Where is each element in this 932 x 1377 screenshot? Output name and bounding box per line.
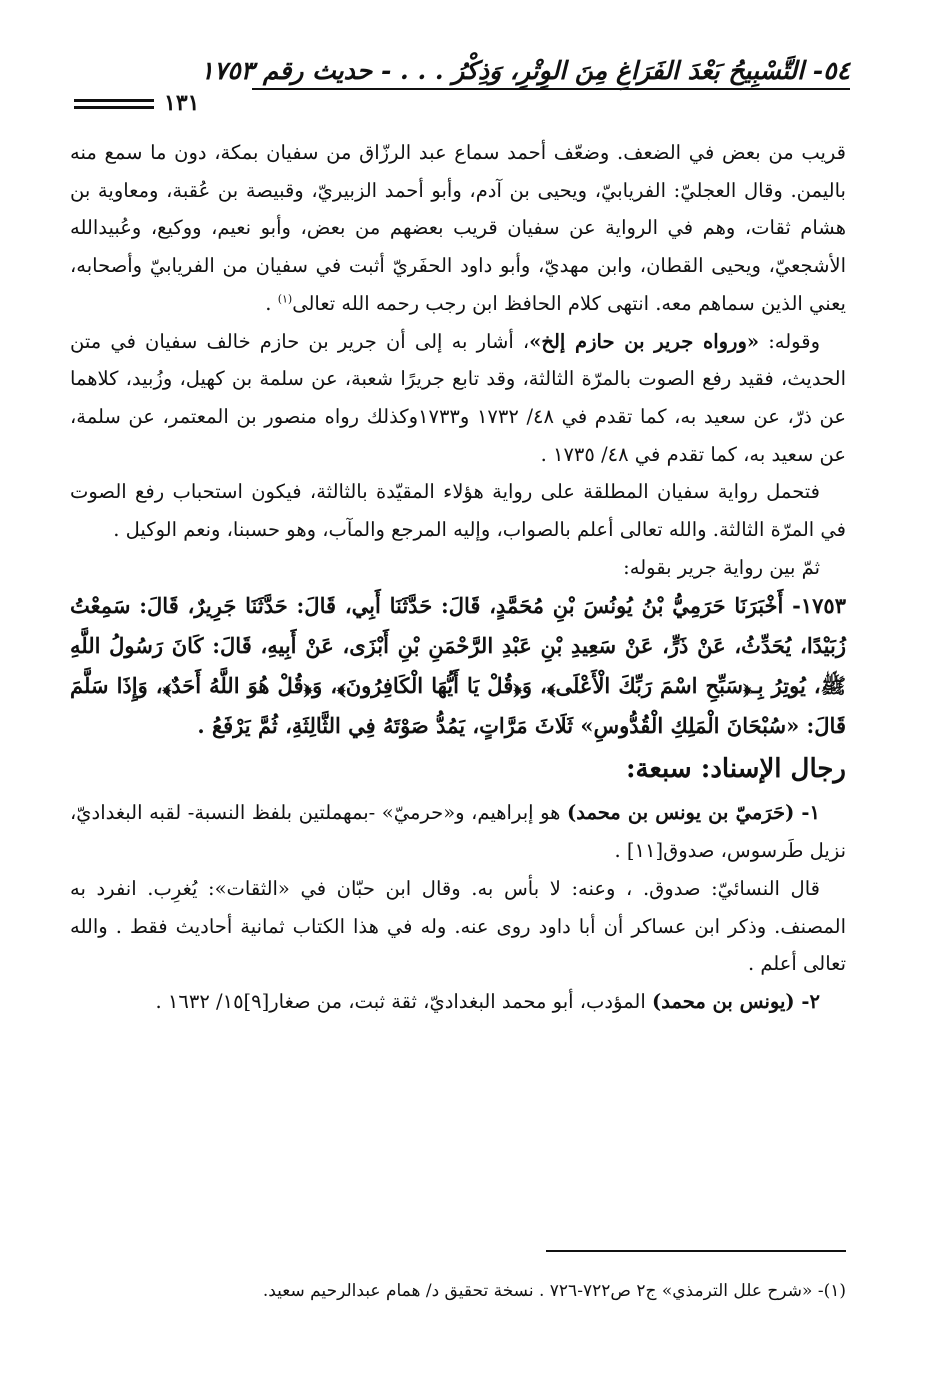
footnote: (١)- «شرح علل الترمذي» ج٢ ص٧٢٢-٧٢٦ . نسخة تحقيق د/ همام عبدالرحيم سعيد. <box>262 1281 846 1301</box>
paragraph-1-tail: . <box>265 291 278 315</box>
page-body <box>70 134 846 1021</box>
narrator-2-name: ٢- (يونس بن محمد) <box>652 989 820 1013</box>
header-rule <box>252 88 850 90</box>
narrator-1-text: هو إبراهيم، و«حرميّ» -بمهملتين بلفظ النسبة- لقبه البغداديّ، نزيل طَرسوس، صدوق[١١] . <box>70 801 846 863</box>
paragraph-2 <box>70 323 846 474</box>
header-title: ٥٤- التَّسْبِيحُ بَعْدَ الفَرَاغِ مِنَ الوِتْرِ، وَذِكْرُ . . . - حديث رقم ١٧٥٣ <box>200 56 850 85</box>
narrator-2 <box>70 983 846 1021</box>
narrator-1 <box>70 794 846 869</box>
page-number: ١٣١ <box>164 90 200 116</box>
header-double-rule-top <box>74 99 154 102</box>
paragraph-4: ثمّ بين رواية جرير بقوله: <box>623 555 820 579</box>
narrator-1-name: ١- (حَرَميّ بن يونس بن محمد) <box>566 801 821 825</box>
paragraph-1 <box>70 134 846 323</box>
hadith-text: ١٧٥٣- أَخْبَرَنَا حَرَمِيُّ بْنُ يُونُسَ بْنِ مُحَمَّدٍ، قَالَ: حَدَّثَنَا أَبِي، قَالَ: حَدَّثَنَا جَرِيرٌ، قَالَ: سَمِعْتُ زُبَيْدًا، يُحَدِّثُ، عَنْ ذَرٍّ، عَنْ سَعِيدِ بْنِ عَبْدِ الرَّحْمَنِ بْنِ أَبْزَى، عَنْ أَبِيهِ، قَالَ: كَانَ رَسُولُ اللَّهِ ﷺ، يُوتِرُ بِـ﴿سَبِّحِ اسْمَ رَبِّكَ الْأَعْلَى﴾، وَ﴿قُلْ يَا أَيُّهَا الْكَافِرُونَ﴾، وَ﴿قُلْ هُوَ اللَّهُ أَحَدٌ﴾، وَإِذَا سَلَّمَ قَالَ: «سُبْحَانَ الْمَلِكِ الْقُدُّوسِ» ثَلَاثَ مَرَّاتٍ، يَمُدُّ صَوْتَهُ فِي الثَّالِثَةِ، ثُمَّ يَرْفَعُ . <box>70 593 846 739</box>
header-double-rule-bottom <box>74 106 154 109</box>
paragraph-3: فتحمل رواية سفيان المطلقة على رواية هؤلاء المقيّدة بالثالثة، فيكون استحباب رفع الصوت في المرّة الثالثة. والله تعالى أعلم بالصواب، وإليه المرجع والمآب، وهو حسبنا، ونعم الوكيل . <box>70 480 846 542</box>
paragraph-2-quote: «ورواه جرير بن حازم إلخ» <box>529 329 760 353</box>
footnote-ref: (١) <box>277 292 293 306</box>
footnote-rule <box>546 1250 846 1252</box>
running-header <box>74 50 850 116</box>
section-heading: رجال الإسناد: سبعة: <box>625 754 846 785</box>
paragraph-2-rest: ، أشار به إلى أن جرير بن حازم خالف سفيان في متن الحديث، فقيد رفع الصوت بالمرّة الثالثة، وقد تابع جريرًا شعبة، عن سلمة بن كهيل، وزُبيد، كلاهما عن ذرّ، عن سعيد به، كما تقدم في ٤٨/ ١٧٣٢ و١٧٣٣وكذلك رواه منصور بن المعتمر، عن سلمة، عن سعيد به، كما تقدم في ٤٨/ ١٧٣٥ . <box>70 329 846 466</box>
narrator-1-notes: قال النسائيّ: صدوق. ، وعنه: لا بأس به. وقال ابن حبّان في «الثقات»: يُغرِب. انفرد به المصنف. وذكر ابن عساكر أن أبا داود روى عنه. وله في هذا الكتاب ثمانية أحاديث فقط . والله تعالى أعلم . <box>70 876 846 976</box>
paragraph-1-text: قريب من بعض في الضعف. وضعّف أحمد سماع عبد الرزّاق من سفيان بمكة، دون ما سمع منه باليمن. وقال العجليّ: الفريابيّ، ويحيى بن آدم، وأبو أحمد الزبيريّ، وقبيصة بن عُقبة، ومعاوية بن هشام ثقات، وهم في الرواية عن سفيان قريب بعضهم من بعض، وأبو نعيم، ووكيع، وعُبيدالله الأشجعيّ، ويحيى القطان، وابن مهديّ، وأبو داود الحفَريّ أثبت في سفيان من الفريابيّ وأصحابه، يعني الذين سماهم معه. انتهى كلام الحافظ ابن رجب رحمه الله تعالى <box>70 141 846 315</box>
paragraph-2-lead: وقوله: <box>759 329 820 353</box>
narrator-2-text: المؤدب، أبو محمد البغداديّ، ثقة ثبت، من صغار[٩]١٥/ ١٦٣٢ . <box>155 989 652 1013</box>
